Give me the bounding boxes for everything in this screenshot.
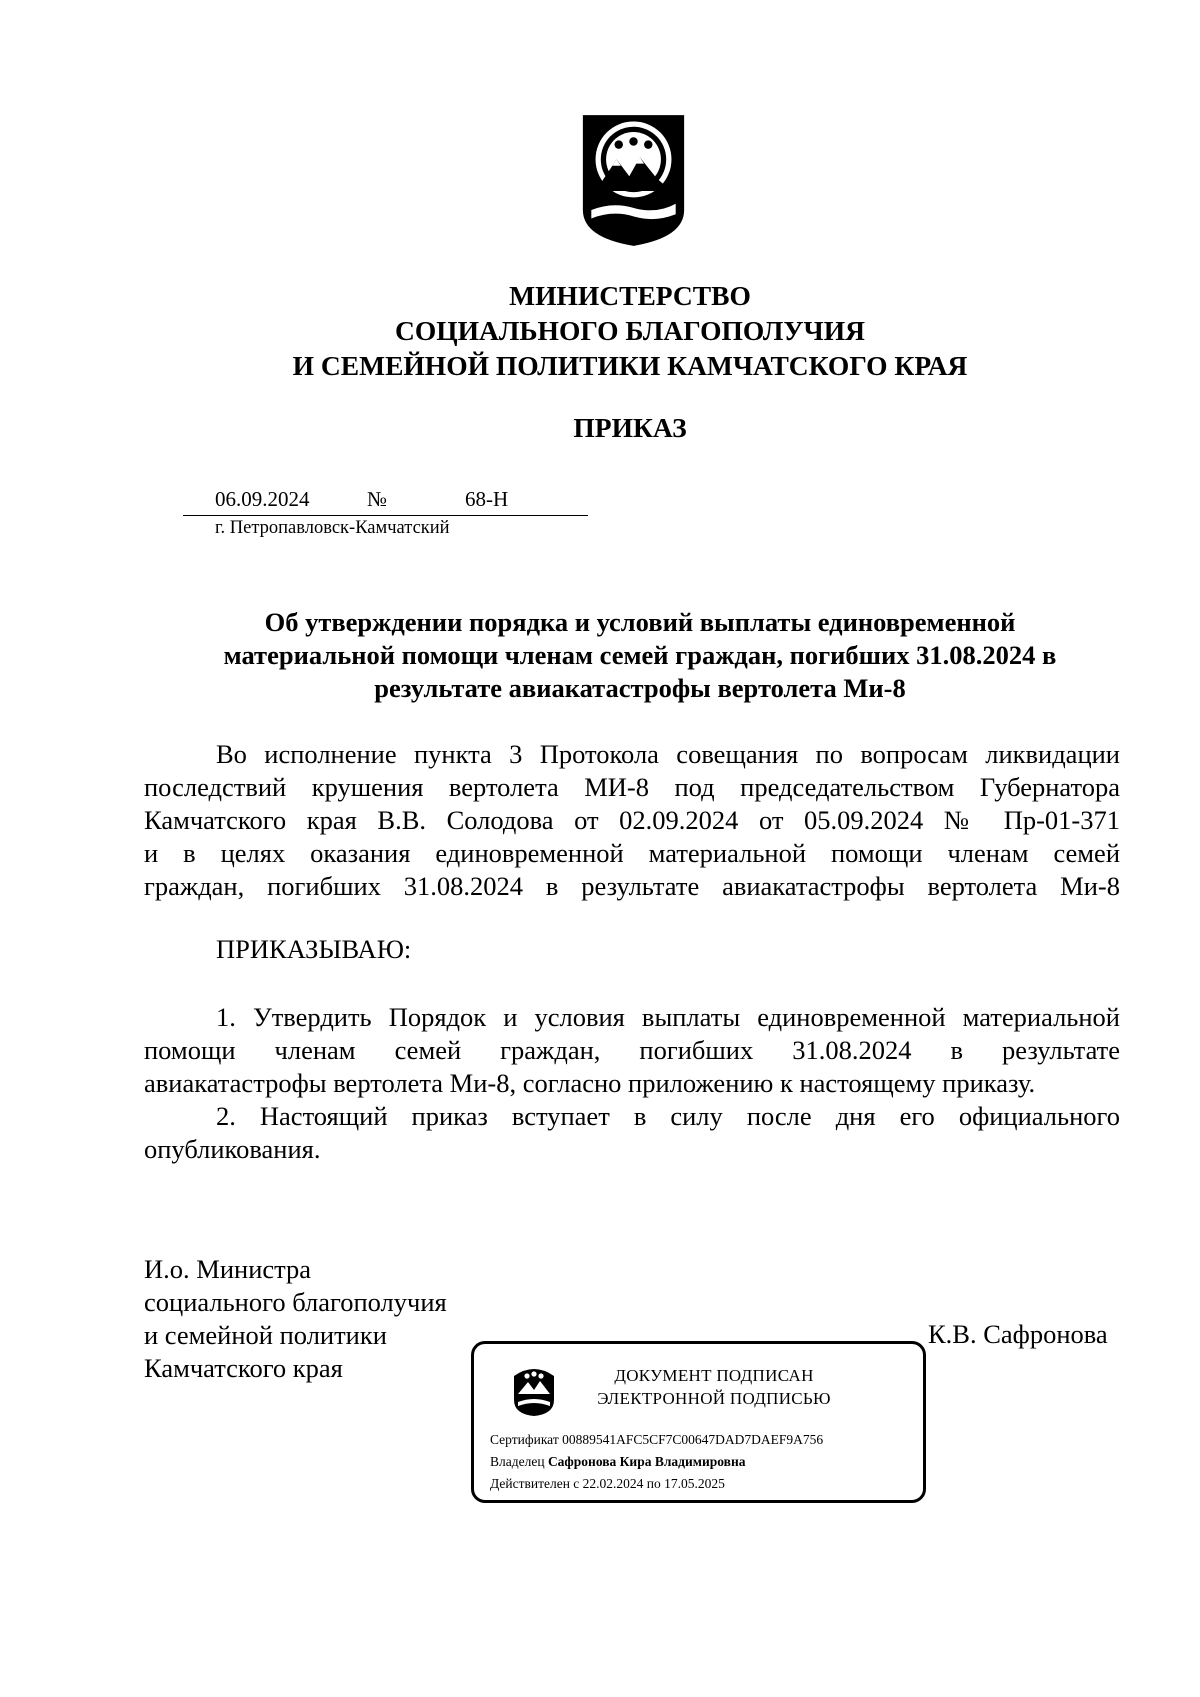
owner-label: Владелец (490, 1454, 545, 1469)
orders-word: ПРИКАЗЫВАЮ: (216, 934, 412, 964)
ministry-name (0, 278, 1200, 383)
certificate-value: 00889541AFC5CF7C00647DAD7DAEF9A756 (562, 1432, 824, 1447)
stamp-certificate-row (490, 1429, 823, 1451)
order-items (144, 1001, 1120, 1166)
stamp-owner-row (490, 1451, 823, 1473)
signer-name: К.В. Сафронова (928, 1319, 1108, 1349)
city-line: г. Петропавловск-Камчатский (215, 518, 450, 538)
preamble-line: граждан, погибших 31.08.2024 в результате авиакатастрофы вертолета Ми-8 (144, 871, 1120, 901)
date-number-line (183, 487, 588, 516)
ministry-line: И СЕМЕЙНОЙ ПОЛИТИКИ КАМЧАТСКОГО КРАЯ (292, 350, 968, 381)
item-1-line: 1. Утвердить Порядок и условия выплаты единовременной материальной (216, 1002, 1120, 1032)
preamble-line: последствий крушения вертолета МИ-8 под председательством Губернатора (144, 772, 1120, 802)
subject-line: Об утверждении порядка и условий выплаты единовременной (264, 607, 1016, 637)
electronic-signature-stamp (471, 1341, 926, 1503)
ministry-line: МИНИСТЕРСТВО (509, 280, 751, 311)
signer-position-line: социального благополучия (144, 1287, 447, 1317)
ministry-line: СОЦИАЛЬНОГО БЛАГОПОЛУЧИЯ (395, 315, 865, 346)
preamble-line: и в целях оказания единовременной материальной помощи членам семей (144, 838, 1120, 868)
subject-line: результате авиакатастрофы вертолета Ми-8 (374, 673, 906, 703)
certificate-label: Сертификат (490, 1432, 559, 1447)
signer-position-line: и семейной политики (144, 1320, 387, 1350)
signer-position (144, 1253, 447, 1385)
valid-label: Действителен с (490, 1476, 580, 1491)
stamp-emblem-icon (512, 1364, 556, 1418)
item-2-line: 2. Настоящий приказ вступает в силу после дня его официального (216, 1101, 1120, 1131)
owner-value: Сафронова Кира Владимировна (547, 1454, 746, 1469)
stamp-title (584, 1364, 844, 1410)
item-1-line: помощи членам семей граждан, погибших 31.08.2024 в результате (144, 1035, 1120, 1065)
signer-position-line: И.о. Министра (144, 1254, 312, 1284)
order-subject (160, 606, 1120, 705)
coat-of-arms-icon (580, 113, 687, 248)
stamp-title-line: ДОКУМЕНТ ПОДПИСАН (614, 1366, 814, 1385)
preamble-line: Камчатского края В.В. Солодова от 02.09.2024 от 05.09.2024 № Пр-01-371 (144, 805, 1120, 835)
valid-to: 17.05.2025 (664, 1476, 725, 1491)
subject-line: материальной помощи членам семей граждан, погибших 31.08.2024 в (223, 640, 1057, 670)
stamp-validity-row (490, 1473, 823, 1495)
order-date: 06.09.2024 (215, 487, 310, 511)
valid-to-label: по (646, 1476, 661, 1491)
preamble-line: Во исполнение пункта 3 Протокола совещания по вопросам ликвидации (216, 739, 1120, 769)
stamp-title-line: ЭЛЕКТРОННОЙ ПОДПИСЬЮ (597, 1389, 831, 1408)
item-1-line: авиакатастрофы вертолета Ми-8, согласно приложению к настоящему приказу. (144, 1068, 1036, 1098)
item-2-line: опубликования. (144, 1134, 321, 1164)
order-number: 68-Н (465, 487, 509, 511)
stamp-details (490, 1429, 823, 1495)
number-sign: № (367, 487, 388, 511)
preamble-paragraph (144, 738, 1120, 903)
signer-position-line: Камчатского края (144, 1353, 343, 1383)
valid-from: 22.02.2024 (582, 1476, 644, 1491)
document-type-title: ПРИКАЗ (573, 412, 687, 443)
